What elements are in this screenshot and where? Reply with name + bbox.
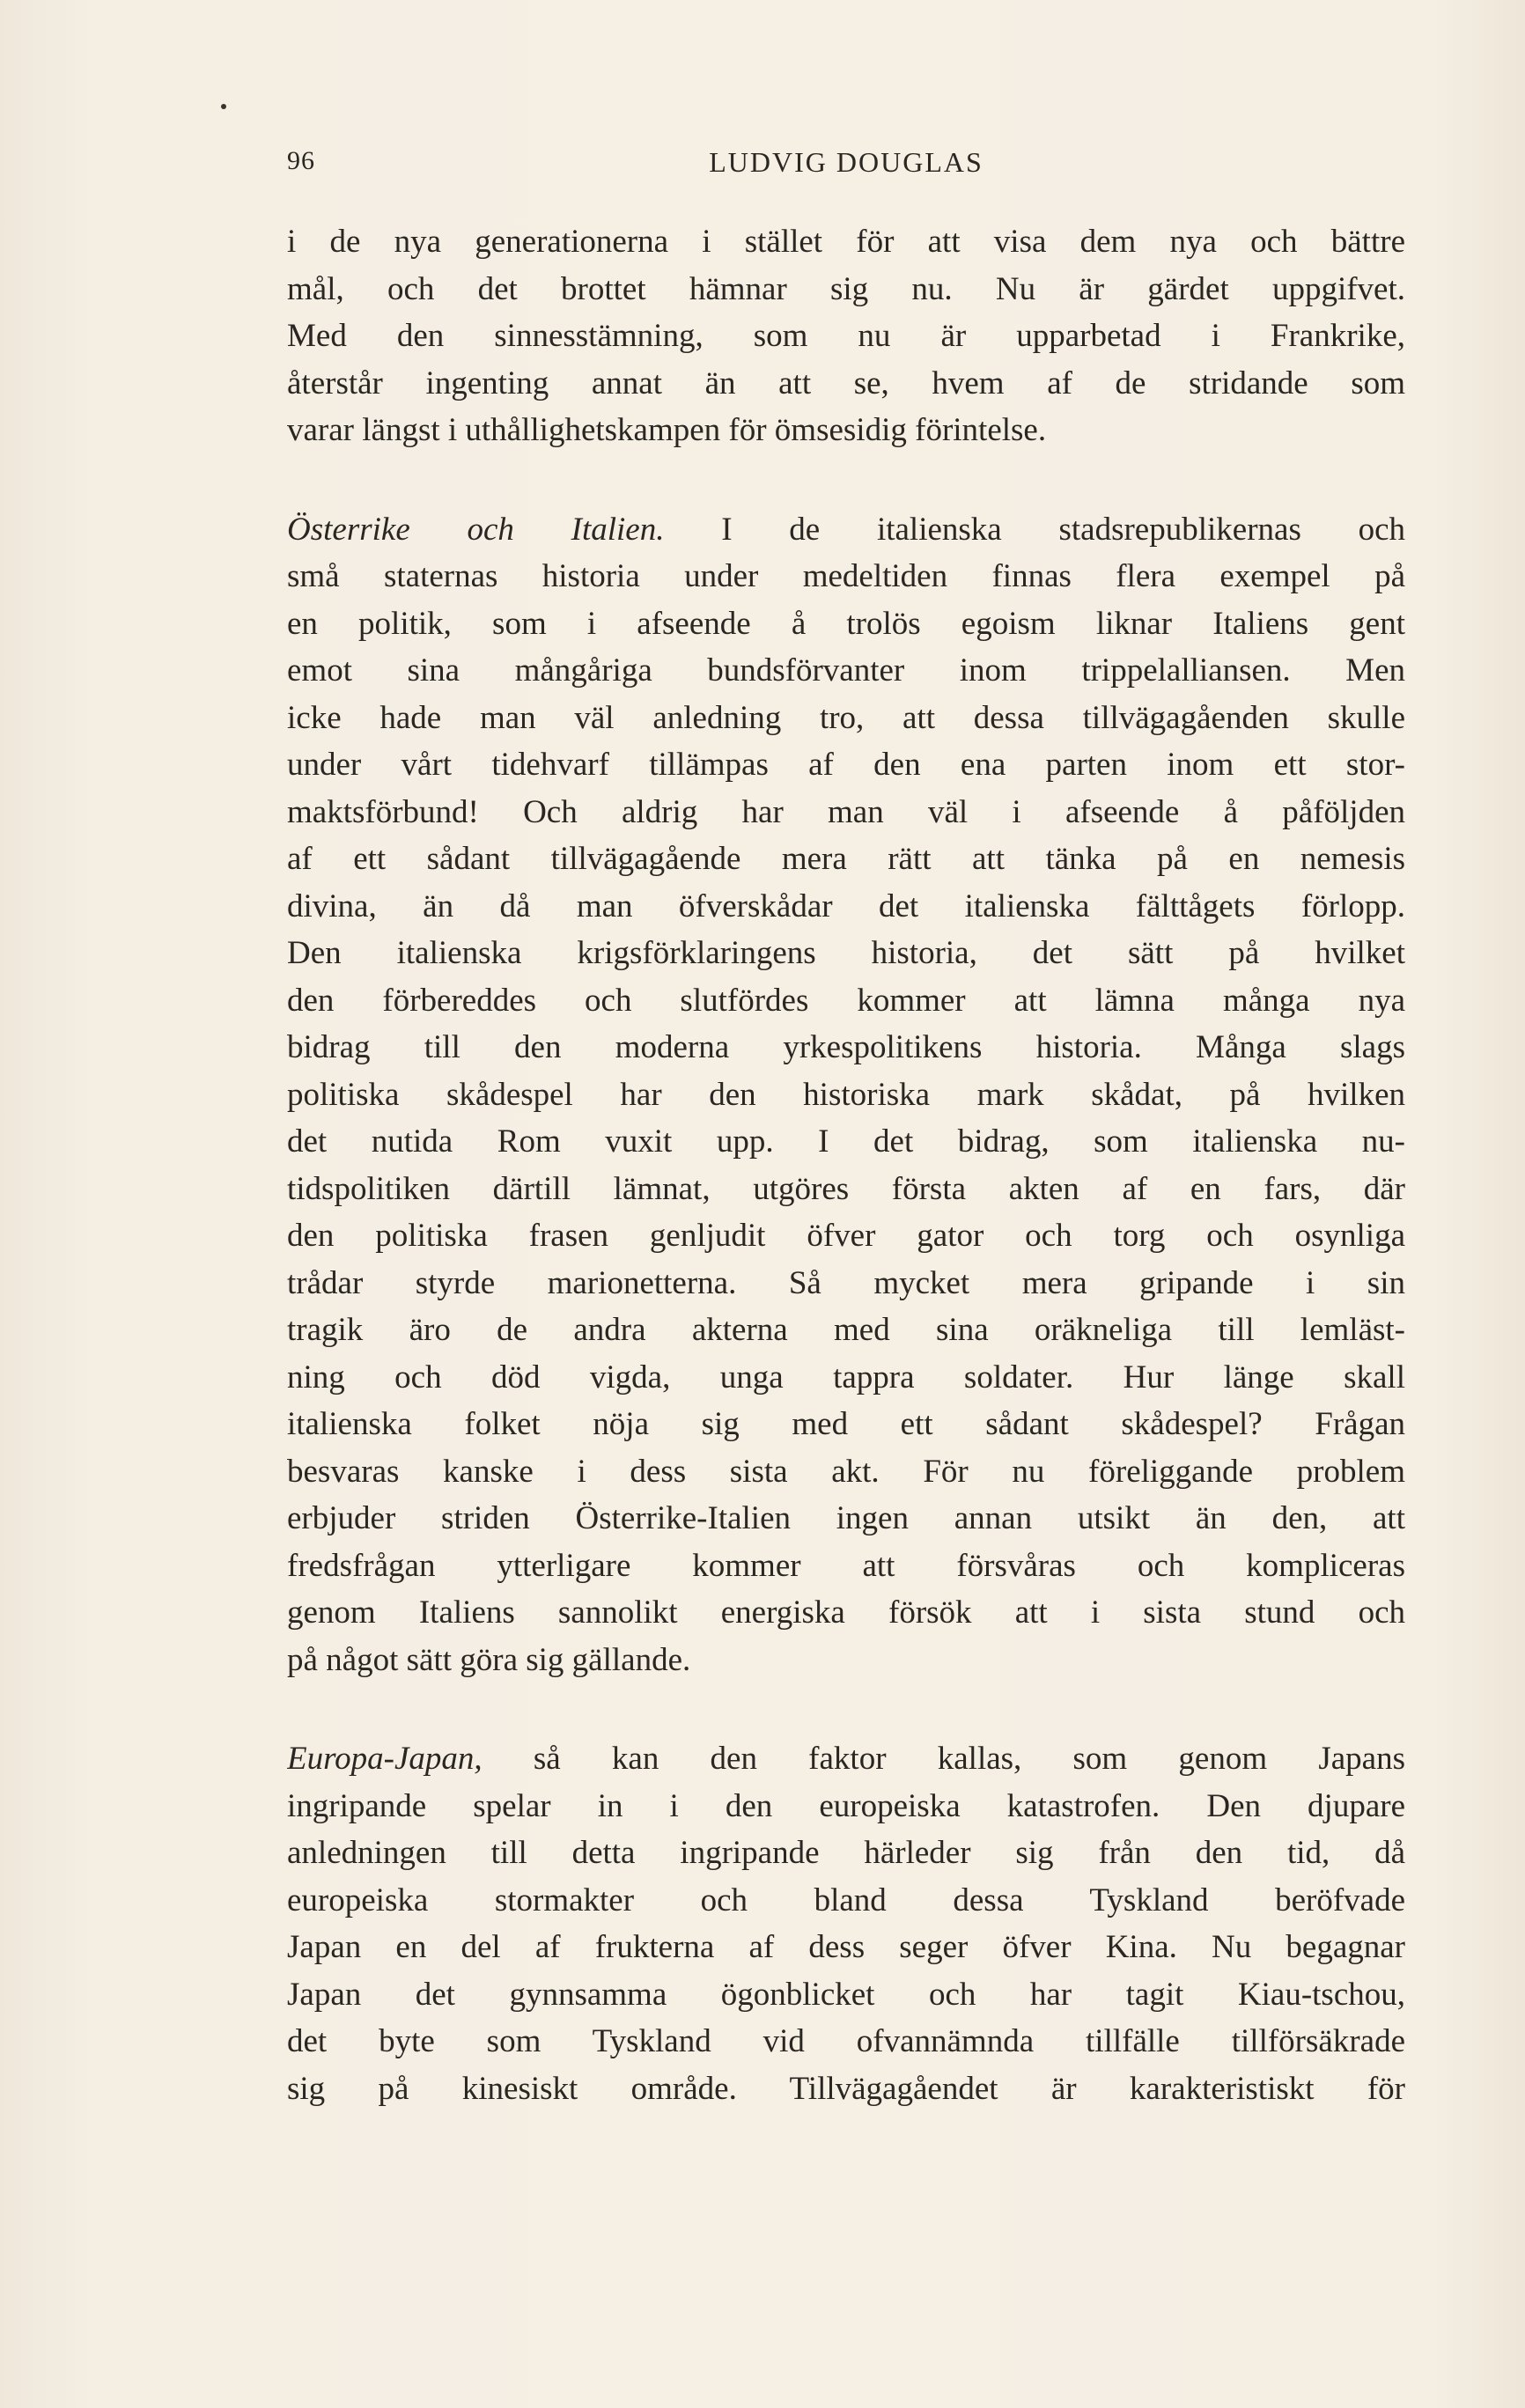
paragraph-osterrike-italien <box>287 506 1405 1684</box>
text-line: små staternas historia under medeltiden finnas flera exempel på <box>287 558 1405 594</box>
ink-speck <box>221 104 226 109</box>
text-line: genom Italiens sannolikt energiska försök att i sista stund och <box>287 1594 1405 1631</box>
text-line: varar längst i uthållighetskampen för ömsesidig förintelse. <box>287 412 1047 448</box>
text-line: anledningen till detta ingripande härleder sig från den tid, då <box>287 1835 1405 1871</box>
text-line: Den italienska krigsförklaringens historia, det sätt på hvilket <box>287 935 1405 971</box>
text-line: den förbereddes och slutfördes kommer att lämna många nya <box>287 982 1405 1019</box>
text-line: maktsförbund! Och aldrig har man väl i afseende å påföljden <box>287 793 1405 830</box>
text-line: Japan en del af frukterna af dess seger öfver Kina. Nu begagnar <box>287 1929 1405 1965</box>
text-line: icke hade man väl anledning tro, att dessa tillvägagåenden skulle <box>287 699 1405 736</box>
text-line: ingripande spelar in i den europeiska katastrofen. Den djupare <box>287 1787 1405 1824</box>
text-line <box>287 506 1405 554</box>
section-lead: Europa-Japan, <box>287 1741 483 1777</box>
text-line <box>287 1735 1405 1783</box>
text-line-rest: så kan den faktor kallas, som genom Japans <box>482 1741 1405 1777</box>
text-line: italienska folket nöja sig med ett sådant skådespel? Frågan <box>287 1406 1405 1442</box>
paragraph-europa-japan <box>287 1735 1405 2112</box>
text-line: det byte som Tyskland vid ofvannämnda tillfälle tillförsäkrade <box>287 2023 1405 2059</box>
text-line: sig på kinesiskt område. Tillvägagåendet är karakteristiskt för <box>287 2070 1405 2107</box>
text-line: en politik, som i afseende å trolös egoism liknar Italiens gent <box>287 605 1405 642</box>
running-head: LUDVIG DOUGLAS <box>709 146 984 178</box>
paragraph <box>287 218 1405 454</box>
page-number: 96 <box>287 146 315 175</box>
text-line-rest: I de italienska stadsrepublikernas och <box>664 511 1405 548</box>
text-line: erbjuder striden Österrike-Italien ingen annan utsikt än den, att <box>287 1500 1405 1536</box>
text-line: fredsfrågan ytterligare kommer att försvåras och kompliceras <box>287 1547 1405 1584</box>
text-line: den politiska frasen genljudit öfver gator och torg och osynliga <box>287 1218 1405 1254</box>
text-line: under vårt tidehvarf tillämpas af den ena parten inom ett stor- <box>287 747 1405 783</box>
body-text <box>287 218 1405 2112</box>
text-line: ning och död vigda, unga tappra soldater. Hur länge skall <box>287 1359 1405 1395</box>
text-line: politiska skådespel har den historiska mark skådat, på hvilken <box>287 1076 1405 1113</box>
text-line: tragik äro de andra akterna med sina oräkneliga till lemläst- <box>287 1312 1405 1348</box>
page-header <box>287 146 1405 188</box>
text-line: Japan det gynnsamma ögonblicket och har tagit Kiau-tschou, <box>287 1976 1405 2013</box>
text-line: emot sina mångåriga bundsförvanter inom trippelalliansen. Men <box>287 652 1405 689</box>
text-line: mål, och det brottet hämnar sig nu. Nu är gärdet uppgifvet. <box>287 270 1405 307</box>
text-line: divina, än då man öfverskådar det italienska fälttågets förlopp. <box>287 887 1405 924</box>
text-line: återstår ingenting annat än att se, hvem af de stridande som <box>287 365 1405 401</box>
text-line: europeiska stormakter och bland dessa Tyskland beröfvade <box>287 1881 1405 1918</box>
text-line: af ett sådant tillvägagående mera rätt att tänka på en nemesis <box>287 841 1405 877</box>
text-line: det nutida Rom vuxit upp. I det bidrag, som italienska nu- <box>287 1123 1405 1160</box>
text-line: Med den sinnesstämning, som nu är upparbetad i Frankrike, <box>287 318 1405 354</box>
text-line: bidrag till den moderna yrkespolitikens historia. Många slags <box>287 1029 1405 1065</box>
text-line: tidspolitiken därtill lämnat, utgöres första akten af en fars, där <box>287 1170 1405 1207</box>
text-line: besvaras kanske i dess sista akt. För nu föreliggande problem <box>287 1453 1405 1490</box>
text-line: på något sätt göra sig gällande. <box>287 1641 691 1678</box>
text-line: i de nya generationerna i stället för att visa dem nya och bättre <box>287 224 1405 260</box>
text-line: trådar styrde marionetterna. Så mycket mera gripande i sin <box>287 1264 1405 1301</box>
section-lead: Österrike och Italien. <box>287 511 665 548</box>
